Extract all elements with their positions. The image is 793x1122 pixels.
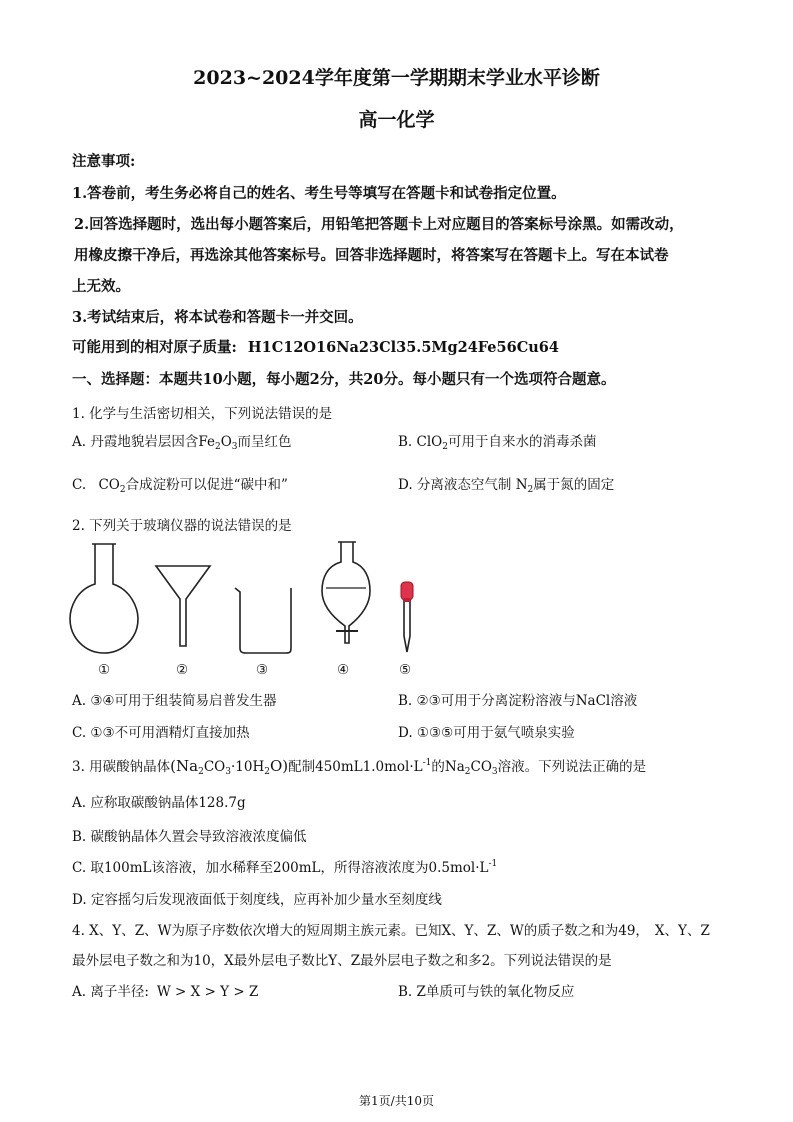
funnel-icon [156, 566, 210, 646]
dropper-icon [404, 600, 410, 652]
q1-b-text: 可用于自来水的消毒杀菌 [447, 434, 597, 450]
q1-option-d [398, 473, 614, 495]
note-item-3: 3.考试结束后，将本试卷和答题卡一并交回。 [72, 309, 363, 326]
q3-stem-text: 配制 [288, 759, 316, 775]
q1-c-sub: 2 [119, 485, 126, 495]
q3-option-d: D. 定容摇匀后发现液面低于刻度线，应再补加少量水至刻度线 [72, 892, 442, 908]
page-subtitle: 高一化学 [358, 109, 435, 131]
q2-b-text: B. ②③可用于分离淀粉溶液与 [398, 693, 576, 709]
beaker-icon [235, 588, 291, 653]
q1-b-text: B. [398, 434, 413, 450]
q3-formula: CO [203, 759, 226, 775]
note-item-2-line-2: 用橡皮擦干净后，再选涂其他答案标号。回答非选择题时，将答案写在答题卡上。写在本试卷 [74, 247, 669, 264]
q1-a-text: 而呈红色 [237, 434, 292, 450]
section-1-heading: 一、选择题：本题共10小题，每小题2分，共20分。每小题只有一个选项符合题意。 [72, 371, 616, 388]
q2-b-formula: NaCl [575, 693, 611, 709]
q1-a-formula: O [220, 434, 232, 450]
glassware-label-3: ③ [256, 662, 269, 678]
q4-option-a [72, 980, 258, 1000]
separatory-funnel-icon [322, 542, 370, 643]
q1-c-text: C. [72, 477, 87, 493]
q3-sub: 3 [225, 767, 231, 777]
q4-a-expression: W > X > Y > Z [156, 984, 259, 1000]
q2-option-b [398, 689, 637, 709]
q1-a-formula: Fe [198, 434, 215, 450]
q3-option-c [72, 856, 497, 876]
q3-stem [72, 755, 646, 777]
q1-option-b [398, 430, 596, 452]
q3-sub: 2 [464, 767, 471, 777]
q3-sub: 2 [264, 767, 270, 777]
q4-option-b: B. Z单质可与铁的氧化物反应 [398, 984, 575, 1000]
q1-option-a [72, 430, 292, 452]
q3-sub: 2 [198, 767, 204, 777]
q3-formula: O) [269, 757, 289, 775]
q3-c-sup: -1 [488, 859, 498, 869]
q3-a-text: A. 应称取碳酸钠晶体 [72, 795, 199, 811]
q1-d-sub: 2 [527, 485, 534, 495]
q2-option-a: A. ③④可用于组装简易启普发生器 [72, 693, 277, 709]
q1-a-sub: 2 [214, 442, 221, 452]
glassware-label-4: ④ [337, 662, 350, 678]
notes-heading: 注意事项: [72, 153, 136, 170]
q3-c-value: 100mL [103, 860, 152, 876]
q1-a-sub: 3 [231, 442, 238, 452]
q3-stem-text: 3. 用碳酸钠晶体 [72, 759, 171, 775]
q1-stem: 1. 化学与生活密切相关，下列说法错误的是 [72, 406, 333, 422]
q3-formula: (Na [170, 757, 199, 775]
q1-a-text: A. 丹霞地貌岩层因含 [72, 434, 199, 450]
q4-stem-text: X、Y、Z [654, 923, 710, 939]
page-number: 第1页/共10页 [359, 1094, 434, 1108]
q3-formula: CO [470, 759, 492, 775]
note-item-1: 1.答卷前，考生务必将自己的姓名、考生号等填写在答题卡和试卷指定位置。 [72, 185, 566, 202]
glassware-label-1: ① [98, 662, 111, 678]
q3-c-text: C. 取 [72, 860, 104, 876]
glassware-figure [0, 536, 793, 686]
q1-b-formula: ClO [416, 434, 443, 450]
q2-b-text: 溶液 [610, 693, 638, 709]
q4-stem-line-2: 最外层电子数之和为10，X最外层电子数比Y、Z最外层电子数之和多2。下列说法错误的是 [72, 953, 612, 969]
q1-d-formula: N [515, 477, 528, 493]
note-item-2-line-1: 2.回答选择题时，选出每小题答案后，用铅笔把答题卡上对应题目的答案标号涂黑。如需改动， [74, 216, 684, 233]
note-item-2-line-3: 上无效。 [72, 278, 130, 295]
q1-d-text: D. 分离液态空气制 [398, 477, 512, 493]
q1-option-c [72, 473, 288, 495]
q2-option-c: C. ①③不可用酒精灯直接加热 [72, 725, 250, 741]
q3-c-value: 0.5mol·L [428, 860, 489, 876]
q2-option-d: D. ①③⑤可用于氨气喷泉实验 [398, 725, 575, 741]
q1-c-text: 合成淀粉可以促进“碳中和” [125, 477, 288, 493]
glassware-label-5: ⑤ [399, 662, 412, 678]
atomic-mass-line [72, 336, 559, 357]
q2-stem: 2. 下列关于玻璃仪器的说法错误的是 [72, 518, 292, 534]
q3-option-a [72, 791, 246, 811]
round-bottom-flask-icon [70, 544, 138, 653]
q1-c-formula: CO [98, 477, 120, 493]
q3-option-b: B. 碳酸钠晶体久置会导致溶液浓度偏低 [72, 829, 307, 845]
q3-concentration: 450mL1.0mol·L [315, 759, 423, 775]
dropper-bulb-icon [401, 582, 413, 602]
q1-d-text: 属于氮的固定 [533, 477, 615, 493]
atomic-mass-label: 可能用到的相对原子质量: [72, 339, 237, 356]
q3-stem-text: 溶液。下列说法正确的是 [497, 759, 647, 775]
q3-c-value: 200mL [272, 860, 321, 876]
page-title: 2023~2024学年度第一学期期末学业水平诊断 [193, 67, 600, 89]
q3-formula: Na [444, 759, 465, 775]
q3-formula: ·10H [230, 759, 265, 775]
q3-a-value: 128.7g [198, 795, 246, 811]
q1-b-sub: 2 [442, 442, 448, 452]
q4-stem-line-1 [72, 919, 710, 939]
atomic-mass-values: H1C12O16Na23Cl35.5Mg24Fe56Cu64 [247, 339, 559, 356]
q3-c-text: 该溶液，加水稀释至 [151, 860, 273, 876]
q4-a-text: A. 离子半径: [72, 984, 149, 1000]
q3-stem-text: 的 [431, 759, 445, 775]
q3-sup: -1 [422, 758, 432, 768]
q3-sub: 3 [491, 767, 498, 777]
q3-c-text: ，所得溶液浓度为 [320, 860, 429, 876]
glassware-label-2: ② [176, 662, 189, 678]
q4-stem-text: 4. X、Y、Z、W为原子序数依次增大的短周期主族元素。已知X、Y、Z、W的质子数之和为49， [72, 923, 649, 939]
